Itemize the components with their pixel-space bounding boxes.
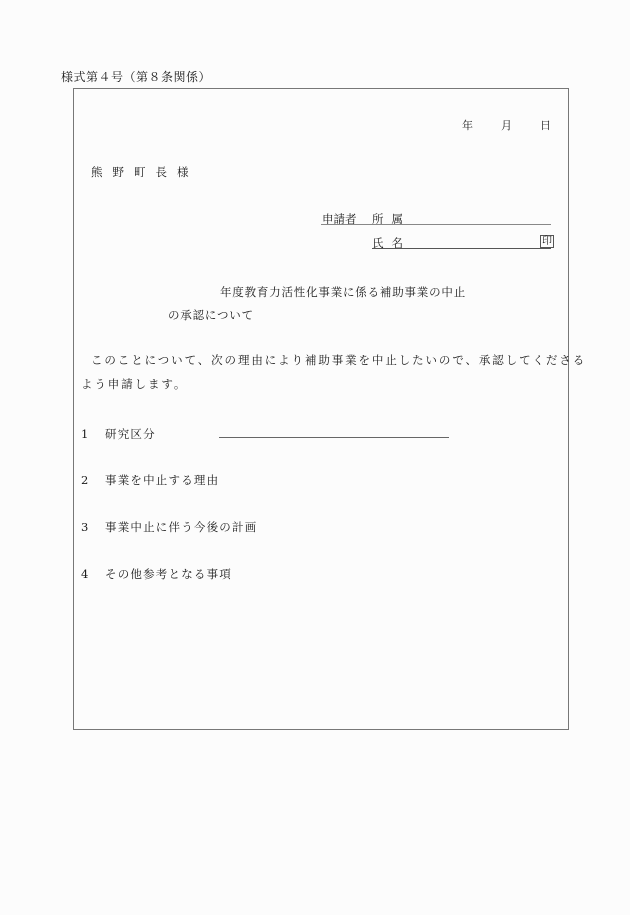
name-label: 氏名 <box>372 236 411 250</box>
seal-icon: 印 <box>542 236 552 247</box>
item-label: 事業を中止する理由 <box>105 473 220 487</box>
form-frame <box>73 88 569 730</box>
document-title-line1: 年度教育力活性化事業に係る補助事業の中止 <box>220 285 466 299</box>
research-category-field[interactable] <box>219 437 449 438</box>
item-reason <box>81 472 219 488</box>
date-day-label: 日 <box>540 119 551 132</box>
body-text: このことについて、次の理由により補助事業を中止したいので、承認してくださる <box>91 353 587 367</box>
item-other-notes <box>81 566 232 582</box>
affiliation-label: 所属 <box>372 212 411 226</box>
document-title-line2: の承認について <box>168 308 254 322</box>
item-number: 2 <box>81 473 90 487</box>
applicant-label: 申請者 <box>322 212 357 226</box>
item-number: 4 <box>81 567 90 581</box>
item-label: その他参考となる事項 <box>105 567 232 581</box>
item-number: 1 <box>81 427 90 441</box>
item-label: 事業中止に伴う今後の計画 <box>105 520 258 534</box>
body-text-line1 <box>81 352 586 368</box>
form-number-label: 様式第４号（第８条関係） <box>61 70 212 84</box>
date-month-label: 月 <box>501 119 512 132</box>
date-year-label: 年 <box>462 119 473 132</box>
item-number: 3 <box>81 520 90 534</box>
addressee: 熊野町長様 <box>91 165 199 179</box>
affiliation-field[interactable] <box>321 224 551 225</box>
item-research-category <box>81 426 156 442</box>
body-text-line2: よう申請します。 <box>81 377 188 391</box>
name-field[interactable] <box>372 248 551 249</box>
item-label: 研究区分 <box>105 427 156 441</box>
item-future-plan <box>81 519 257 535</box>
